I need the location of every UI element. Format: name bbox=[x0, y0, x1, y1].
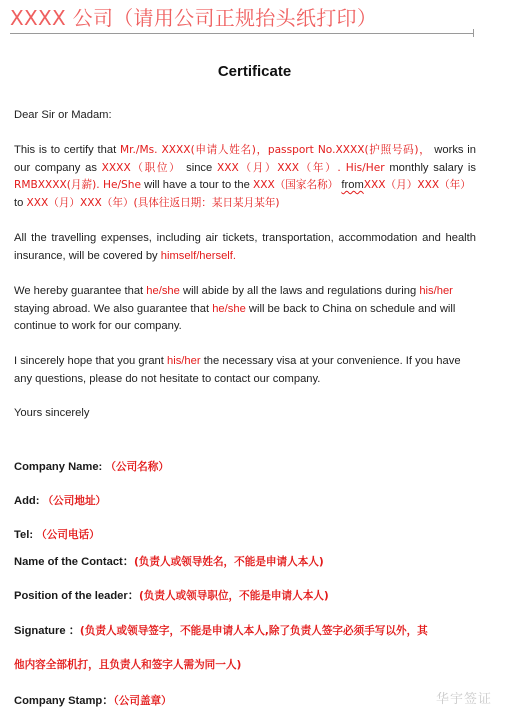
para3-text: We hereby guarantee that bbox=[14, 285, 147, 297]
header-rule bbox=[10, 33, 474, 34]
field-value: （公司名称） bbox=[105, 461, 169, 473]
para3-text: will abide by all the laws and regulations during bbox=[179, 285, 420, 297]
field-label: Name of the Contact： bbox=[14, 556, 134, 568]
pronoun: he/she bbox=[146, 285, 180, 297]
field-tel bbox=[14, 527, 484, 544]
salutation: Dear Sir or Madam: bbox=[14, 109, 112, 121]
field-company-stamp bbox=[14, 693, 484, 710]
para1-text: This is to certify that bbox=[14, 144, 120, 156]
tour-start: XXX（月）XXX（年） bbox=[363, 179, 471, 191]
field-value: (负责人或领导职位，不能是申请人本人) bbox=[138, 590, 329, 602]
field-value: (负责人或领导姓名，不能是申请人本人) bbox=[133, 556, 324, 568]
para1-text: since bbox=[181, 161, 218, 174]
monthly-salary: RMBXXXX(月薪). He/She bbox=[14, 179, 141, 191]
paragraph-expenses bbox=[14, 230, 476, 265]
tour-end: XXX（月）XXX（年）(具体往返日期：某日某月某年) bbox=[26, 196, 280, 209]
field-value: (负责人或领导签字，不能是申请人本人,除了负责人签字必须手写以外，其 bbox=[79, 625, 428, 637]
paragraph-certify bbox=[14, 142, 476, 212]
watermark: 华宇签证 bbox=[436, 692, 493, 707]
para1-text: monthly salary is bbox=[384, 161, 476, 174]
para3-text: staying abroad. We also guarantee that bbox=[14, 302, 213, 315]
letterhead: XXXX 公司（请用公司正规抬头纸打印） bbox=[10, 6, 378, 30]
from-word: from bbox=[341, 179, 364, 191]
field-value: （公司电话） bbox=[36, 529, 100, 541]
paragraph-guarantee bbox=[14, 283, 476, 336]
applicant-name-passport: Mr./Ms. XXXX(申请人姓名)，passport No.XXXX(护照号码)， bbox=[120, 144, 431, 156]
pronoun: he/she bbox=[212, 302, 246, 315]
field-label: Company Stamp： bbox=[14, 695, 114, 707]
para4-text: I sincerely hope that you grant bbox=[14, 355, 167, 367]
para2-text: All the travelling expenses, including air tickets, transportation, accommodation and health insurance, will be covered by bbox=[14, 232, 476, 262]
field-signature-continued bbox=[14, 657, 484, 674]
para4-text: the necessary visa at your convenience. If you have any questions, please do not hesitate to contact our company. bbox=[14, 355, 461, 385]
expenses-payer: himself/herself. bbox=[160, 249, 236, 262]
employment-start: XXX（月）XXX（年）. His/Her bbox=[217, 161, 385, 174]
field-company-name bbox=[14, 459, 484, 476]
field-position bbox=[14, 588, 484, 605]
field-contact bbox=[14, 554, 484, 571]
closing: Yours sincerely bbox=[14, 407, 90, 419]
paragraph-request bbox=[14, 353, 476, 388]
applicant-position: XXXX（职位） bbox=[101, 161, 182, 174]
pronoun: his/her bbox=[167, 355, 201, 367]
field-value: （公司盖章） bbox=[113, 695, 172, 707]
field-label: Add: bbox=[14, 495, 43, 507]
field-signature bbox=[14, 623, 484, 640]
field-label: Tel: bbox=[14, 529, 37, 541]
field-value: 他内容全部机打，且负责人和签字人需为同一人) bbox=[14, 659, 242, 671]
field-label: Position of the leader： bbox=[14, 590, 139, 602]
para3-text: will be back to China on schedule and will continue to work for our company. bbox=[14, 302, 456, 332]
document-title: Certificate bbox=[217, 63, 292, 80]
para1-text: will have a tour to the bbox=[141, 179, 253, 191]
para1-text: to bbox=[14, 196, 27, 209]
pronoun: his/her bbox=[419, 285, 453, 297]
destination-country: XXX（国家名称） bbox=[252, 179, 339, 191]
para1-text: works in our company as bbox=[14, 144, 477, 174]
field-label: Company Name: bbox=[14, 461, 106, 473]
field-value: （公司地址） bbox=[42, 495, 107, 507]
field-address bbox=[14, 493, 484, 510]
field-label: Signature ： bbox=[14, 625, 80, 637]
header-rule-corner bbox=[473, 29, 474, 37]
